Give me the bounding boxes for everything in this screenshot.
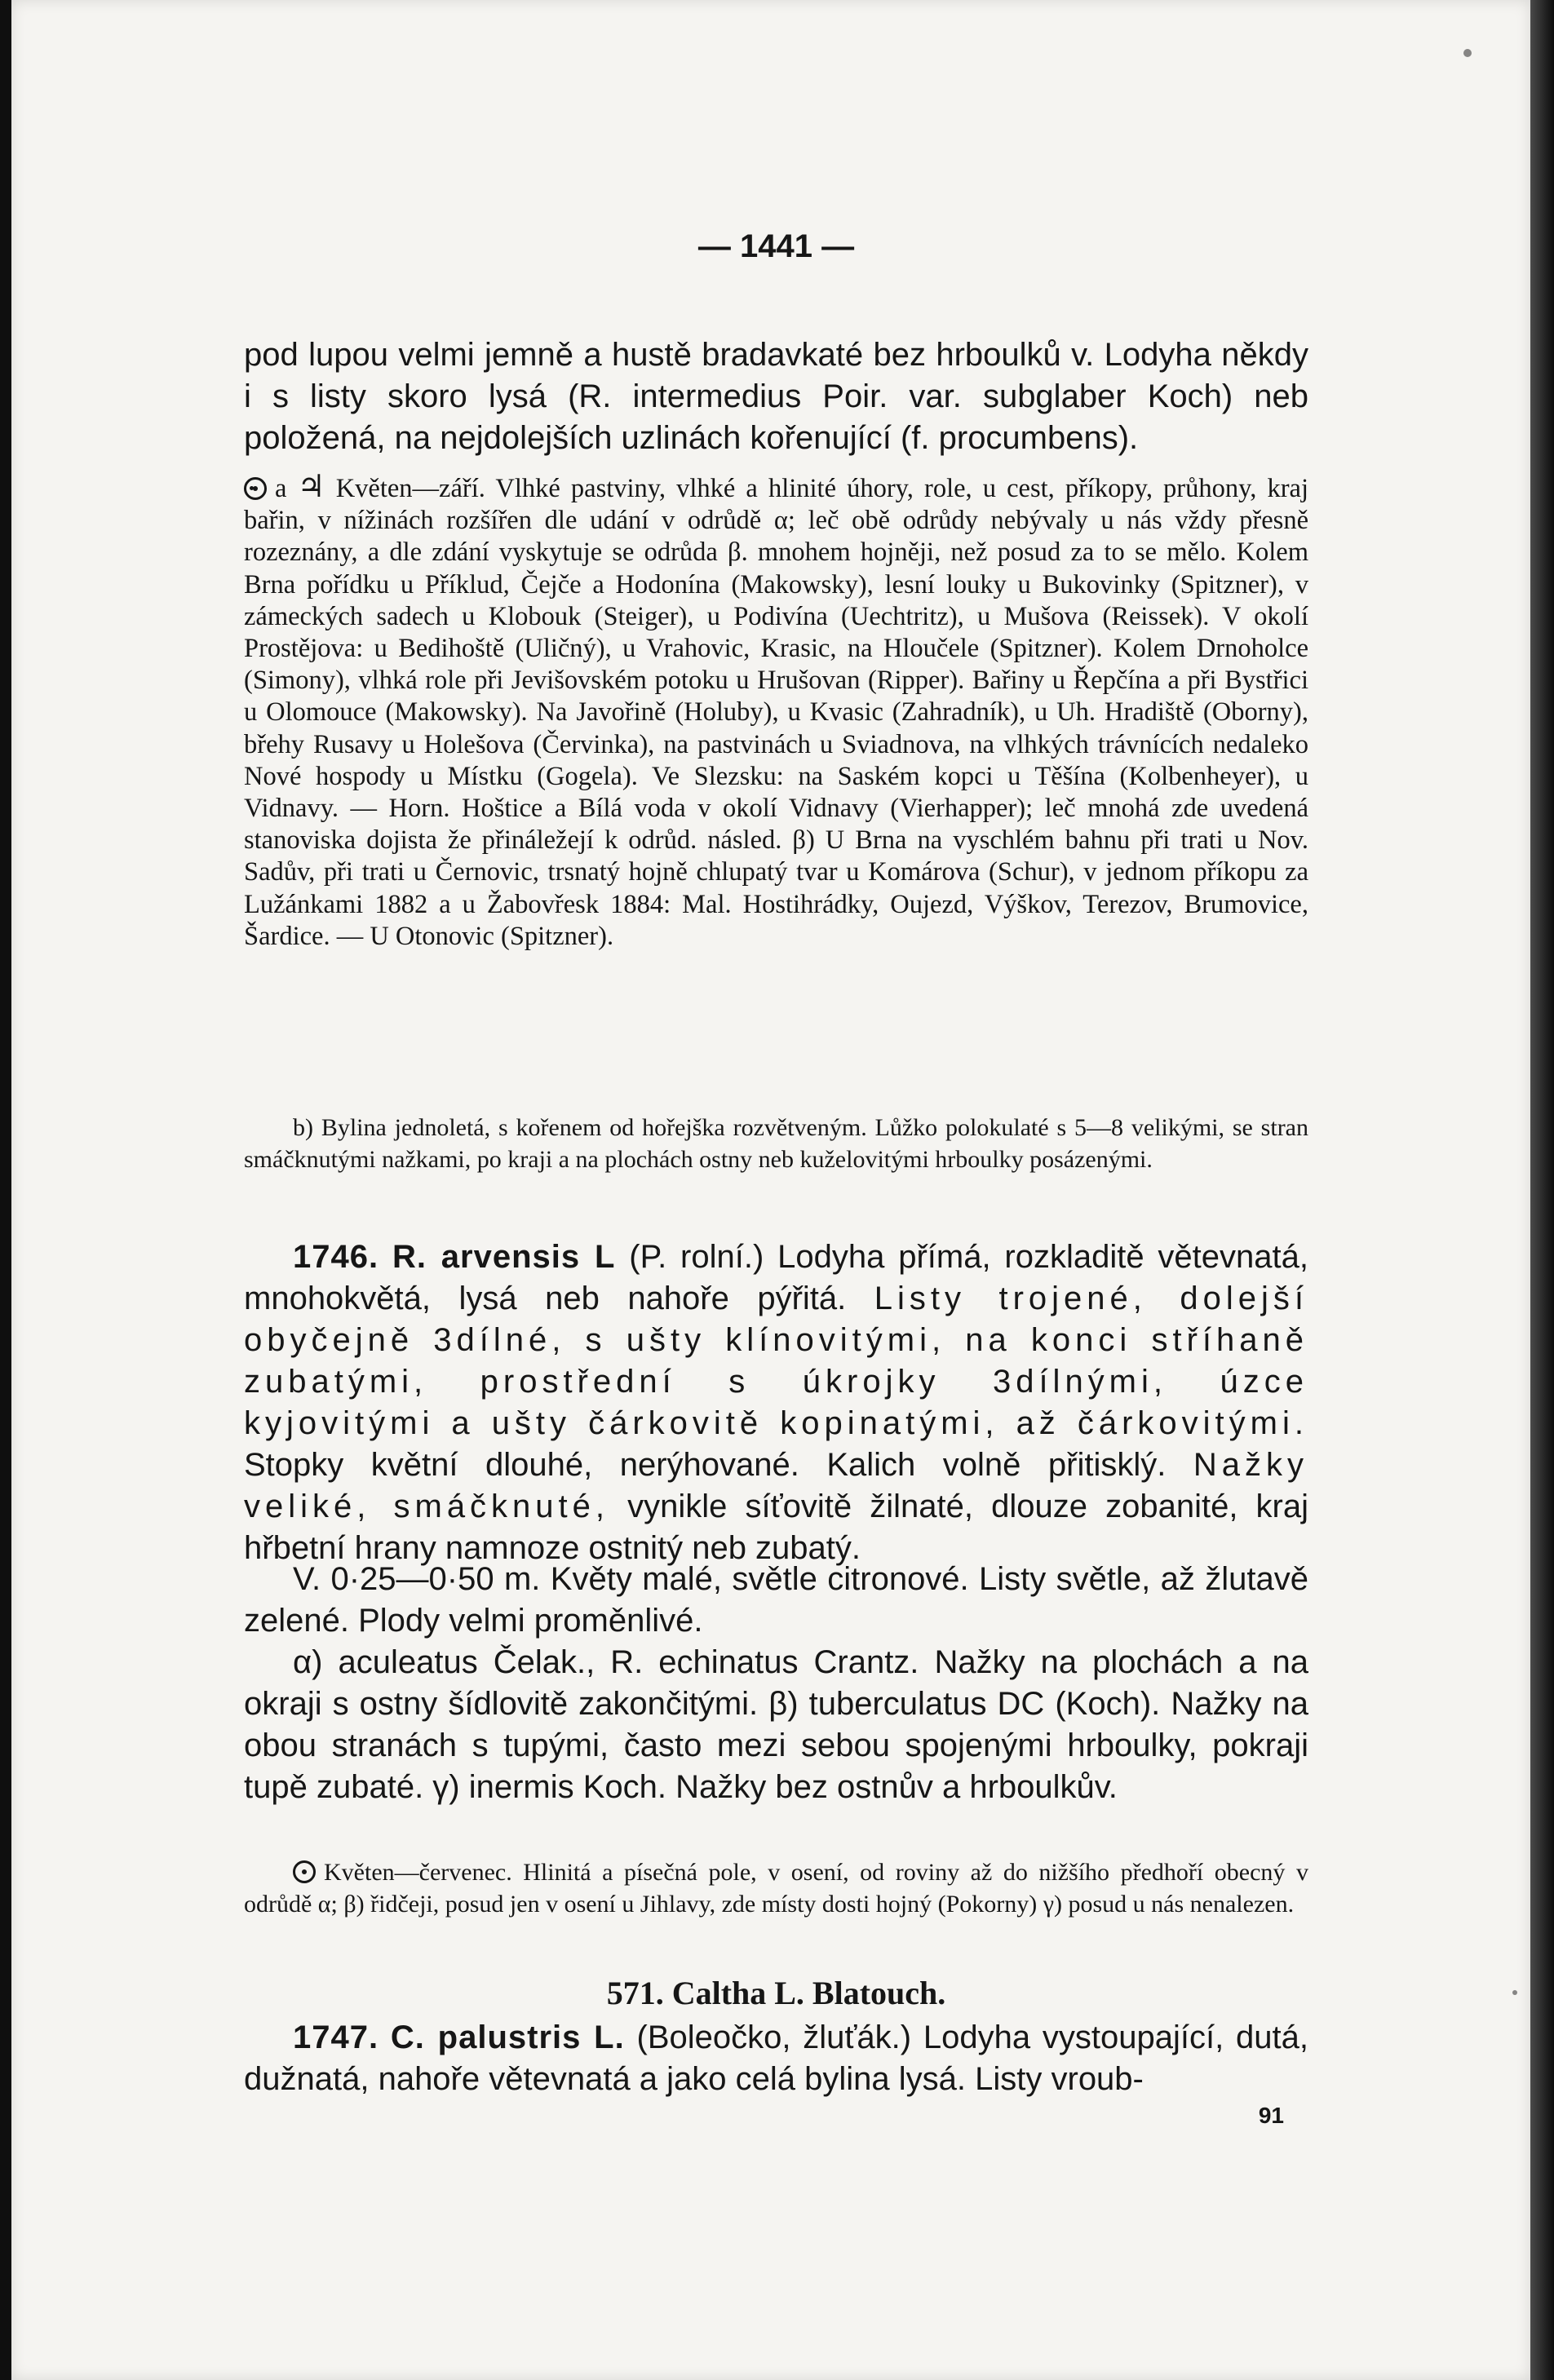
ink-speck <box>1512 1990 1517 1995</box>
species-common-1746: (P. rolní.) <box>629 1239 764 1275</box>
habitat-paragraph-1 <box>244 471 1308 953</box>
species-name-1746: R. arvensis L <box>392 1239 616 1275</box>
species-description-1747: Lodyha vystoupající, dutá, dužnatá, nahoře větevnatá a jako celá bylina lysá. Listy vroub- <box>244 2019 1308 2097</box>
perennial-icon: ♃ <box>297 470 325 504</box>
species-1747 <box>244 2017 1308 2100</box>
species-description-1746-b: Stopky květní dlouhé, nerýhované. Kalich volně přitisklý. <box>244 1447 1167 1483</box>
annual-icon <box>293 1860 316 1883</box>
species-description-1746-a: Lodyha přímá, rozkladitě větevnatá, mnohokvětá, lysá neb nahoře pýřitá. <box>244 1239 1308 1316</box>
species-common-1747: (Boleočko, žluťák.) <box>636 2019 912 2055</box>
symbol-connector: a <box>275 474 287 503</box>
genus-heading: 571. Caltha L. Blatouch. <box>606 1975 946 2011</box>
scan-edge-left <box>0 0 11 2380</box>
scan-edge-right <box>1530 0 1554 2380</box>
species-number-1746: 1746. <box>293 1239 379 1275</box>
signature-mark: 91 <box>1258 2103 1284 2128</box>
habitat-text-1: Květen—září. Vlhké pastviny, vlhké a hlinité úhory, role, u cest, příkopy, průhony, kraj bařin, v nížinách rozšířen dle udání v odrůdě α; leč obě odrůdy nebývaly u nás vždy přesně rozeznány, a dle zdání vyskytuje se odrůda β. mnohem hojněji, než posud za to se mělo. Kolem Brna pořídku u Příklud, Čejče a Hodonína (Makowsky), lesní louky u Bukovinky (Spitzner), v zámeckých sadech u Klobouk (Steiger), u Podivína (Uechtritz), u Mušova (Reissek). V okolí Prostějova: u Bedihoště (Uličný), u Vrahovic, Krasic, na Hloučele (Spitzner). Kolem Drnoholce (Simony), vlhká role při Jevišovském potoku u Hrušovan (Ripper). Bařiny u Řepčína a při Bystřici u Olomouce (Makowsky). Na Javořině (Holuby), u Kvasic (Zahradník), u Uh. Hradiště (Oborny), břehy Rusavy u Holešova (Červinka), na pastvinách u Sviadnova, na vlhkých trávnících nedaleko Nové hospody u Místku (Gogela). Ve Slezsku: na Saském kopci u Těšína (Kolbenheyer), u Vidnavy. — Horn. Hoštice a Bílá voda v okolí Vidnavy (Vierhapper); leč mnohá zde uvedená stanoviska dojista že přináležejí k odrůd. násled. β) U Brna na vyschlém bahnu při trati u Nov. Sadův, při trati u Černovic, trsnatý hojně chlupatý tvar u Komárova (Schur), v jednom příkopu za Lužánkami 1882 a u Žabovřesk 1884: Mal. Hostihrádky, Oujezd, Výškov, Terezov, Brumovice, Šardice. — U Otonovic (Spitzner). <box>244 474 1308 951</box>
species-1746 <box>244 1236 1308 1569</box>
species-spaced-1746-b: Nažky veliké, smáčknuté, <box>244 1447 1308 1524</box>
species-1746-varieties: α) aculeatus Čelak., R. echinatus Crantz. Nažky na plochách a na okraji s ostny šídlovitě zakončitými. β) tuberculatus DC (Koch). Nažky na obou stranách s tupými, často mezi sebou spojenými hrboulky, pokraji tupě zubaté. γ) inermis Koch. Nažky bez ostnův a hrboulkův. <box>244 1644 1308 1805</box>
species-name-1747: C. palustris L. <box>390 2019 625 2055</box>
page-number: — 1441 — <box>697 228 855 264</box>
note-b: b) Bylina jednoletá, s kořenem od hořejška rozvětveným. Lůžko polokulaté s 5—8 velikými, se stran smáčknutými nažkami, po kraji a na plochách ostny neb kuželovitými hrboulky posázenými. <box>244 1114 1308 1173</box>
species-1746-size: V. 0·25—0·50 m. Květy malé, světle citronové. Listy světle, až žlutavě zelené. Plody velmi proměnlivé. <box>244 1561 1308 1639</box>
intro-paragraph: pod lupou velmi jemně a hustě bradavkaté bez hrboulků v. Lodyha někdy i s listy skoro lysá (R. intermedius Poir. var. subglaber Koch) neb položená, na nejdolejších uzlinách kořenující (f. procumbens). <box>244 337 1308 456</box>
ink-speck <box>1463 49 1472 57</box>
species-1746-habitat <box>244 1857 1308 1921</box>
species-number-1747: 1747. <box>293 2019 379 2055</box>
annual-biennial-icon <box>244 477 267 500</box>
species-description-1746-c: vynikle síťovitě žilnaté, dlouze zobanité, kraj hřbetní hrany namnoze ostnitý neb zubatý. <box>244 1489 1308 1566</box>
book-page <box>11 0 1530 2380</box>
species-spaced-1746-a: Listy trojené, dolejší obyčejně 3dílné, s ušty klínovitými, na konci stříhaně zubatými, prostřední s úkrojky 3dílnými, úzce kyjovitými a ušty čárkovitě kopinatými, až čárkovitými. <box>244 1281 1309 1441</box>
species-1746-habitat-text: Květen—červenec. Hlinitá a písečná pole, v osení, od roviny až do nižšího předhoří obecný v odrůdě α; β) řidčeji, posud jen v osení u Jihlavy, zde místy dosti hojný (Pokorny) γ) posud u nás nenalezen. <box>244 1859 1308 1918</box>
